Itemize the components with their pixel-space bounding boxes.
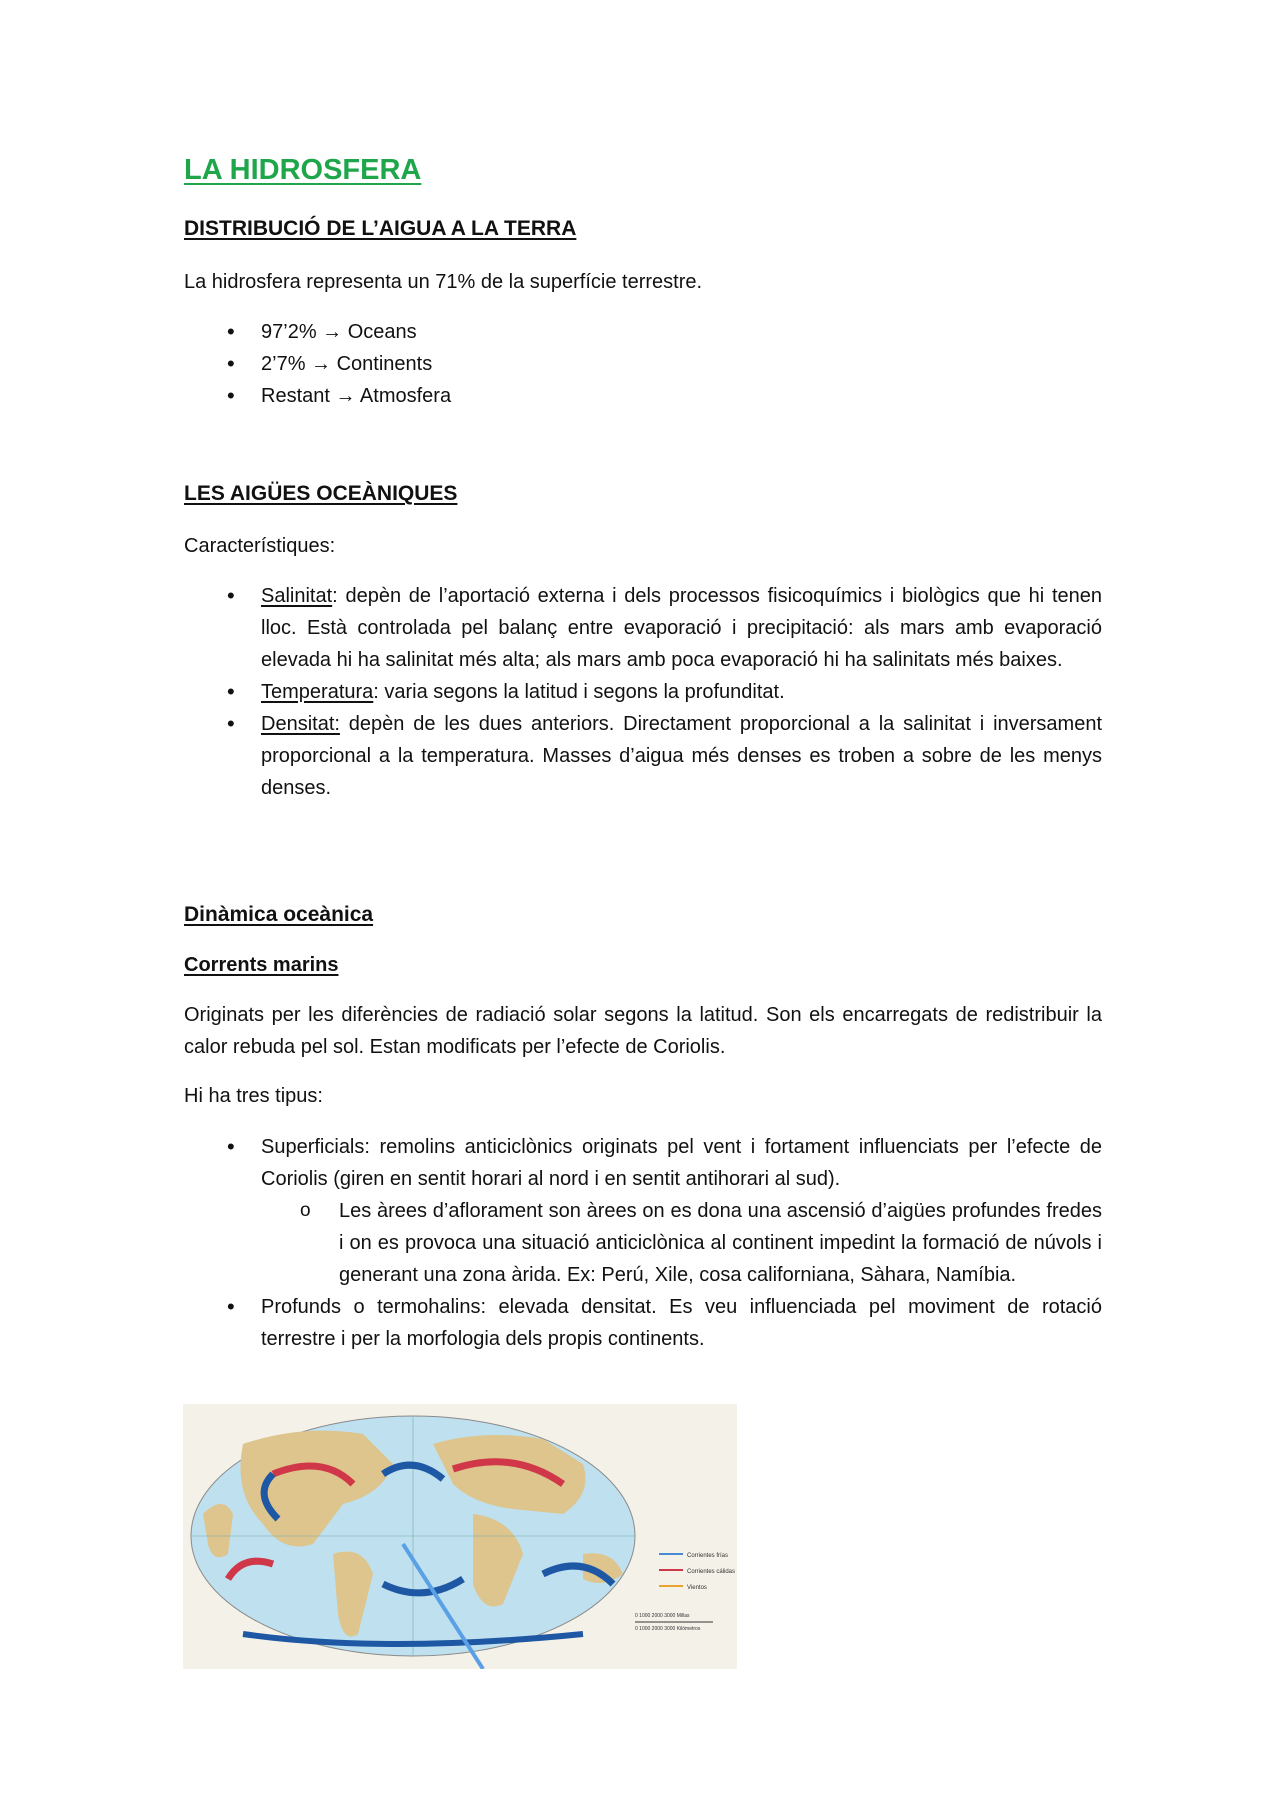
distribucio-list (184, 316, 1102, 412)
term-salinitat: Salinitat (261, 585, 333, 607)
scale-km: 0 1000 2000 3000 Kilómetros (635, 1626, 701, 1632)
scale-miles: 0 1000 2000 3000 Millas (635, 1613, 690, 1619)
temperatura-text: : varia segons la latitud i segons la profunditat. (373, 681, 785, 703)
dinamica-paragraph-2: Hi ha tres tipus: (184, 1085, 323, 1107)
heading-distribucio: DISTRIBUCIÓ DE L’AIGUA A LA TERRA (184, 217, 577, 240)
list-item (184, 1131, 1102, 1291)
list-item (184, 580, 1102, 676)
tipus-list (184, 1131, 1102, 1355)
heading-dinamica: Dinàmica oceànica (184, 903, 374, 926)
salinitat-text: : depèn de l’aportació externa i dels processos fisicoquímics i biològics que hi tenen lloc. Està controlada pel balanç entre evaporació i precipitació: als mars amb evaporació elevada hi ha salinitat més alta; als mars amb poca evaporació hi ha salinitats més baixes. (261, 585, 1102, 671)
aigues-list (184, 580, 1102, 804)
ocean-currents-map (183, 1404, 737, 1669)
distribucio-intro: La hidrosfera representa un 71% de la superfície terrestre. (184, 271, 703, 293)
densitat-text: depèn de les dues anteriors. Directament proporcional a la salinitat i inversament proporcional a la temperatura. Masses d’aigua més denses es troben a sobre de les menys denses. (261, 713, 1102, 799)
term-temperatura: Temperatura (261, 681, 374, 703)
legend-warm-label: Corrientes cálidas (687, 1569, 736, 1575)
list-item: • Profunds o termohalins: elevada densitat. Es veu influenciada pel moviment de rotació terrestre i per la morfologia dels propis continents. (184, 1291, 1102, 1355)
dinamica-paragraph-1: Originats per les diferències de radiació solar segons la latitud. Son els encarregats de redistribuir la calor rebuda pel sol. Estan modificats per l’efecte de Coriolis. (184, 1004, 1102, 1058)
legend-cold-label: Corrientes frías (687, 1553, 729, 1559)
term-densitat: Densitat: (261, 713, 340, 735)
page-title: LA HIDROSFERA (184, 154, 422, 186)
legend-wind-label: Vientos (687, 1585, 707, 1591)
heading-aigues: LES AIGÜES OCEÀNIQUES (184, 482, 458, 505)
list-item: • 2’7% → Continents (184, 348, 1102, 380)
list-item (184, 676, 1102, 708)
aigues-intro: Característiques: (184, 535, 336, 557)
list-item: • 97’2% → Oceans (184, 316, 1102, 348)
superficials-text: Superficials: remolins anticiclònics originats pel vent i fortament influenciats per l’efecte de Coriolis (giren en sentit horari al nord i en sentit antihorari al sud). (261, 1136, 1102, 1190)
list-item: • Restant → Atmosfera (184, 380, 1102, 412)
sub-list-item: o Les àrees d’aflorament son àrees on es dona una ascensió d’aigües profundes fredes i on es provoca una situació anticiclònica al continent impedint la formació de núvols i generant una zona àrida. Ex: Perú, Xile, cosa californiana, Sàhara, Namíbia. (261, 1195, 1102, 1291)
list-item (184, 708, 1102, 804)
subheading-corrents: Corrents marins (184, 954, 339, 976)
sub-list (261, 1195, 1102, 1291)
